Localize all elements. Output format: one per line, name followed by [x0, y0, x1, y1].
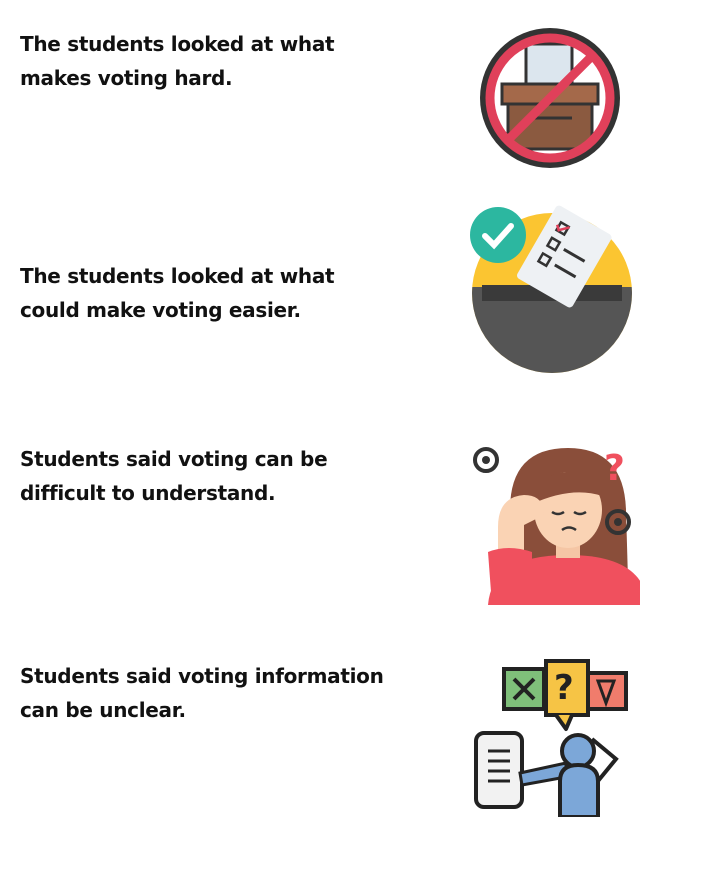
- row1-line2: makes voting hard.: [20, 66, 233, 90]
- svg-text:?: ?: [554, 668, 574, 708]
- row1-text: [20, 27, 400, 95]
- row2-line1: The students looked at what: [20, 264, 335, 288]
- row4-line2: can be unclear.: [20, 698, 186, 722]
- row3-text: [20, 442, 400, 510]
- svg-text:?: ?: [604, 448, 625, 489]
- confused-person-phone-icon: [470, 655, 632, 817]
- no-voting-box-icon: [476, 24, 624, 172]
- row2-line2: could make voting easier.: [20, 298, 301, 322]
- row3-line2: difficult to understand.: [20, 481, 276, 505]
- ballot-box-check-icon: [468, 205, 636, 373]
- row1-line1: The students looked at what: [20, 32, 335, 56]
- row2-text: [20, 259, 400, 327]
- row4-text: [20, 659, 400, 727]
- row3-line1: Students said voting can be: [20, 447, 328, 471]
- row4-line1: Students said voting information: [20, 664, 384, 688]
- confused-woman-icon: [470, 440, 640, 605]
